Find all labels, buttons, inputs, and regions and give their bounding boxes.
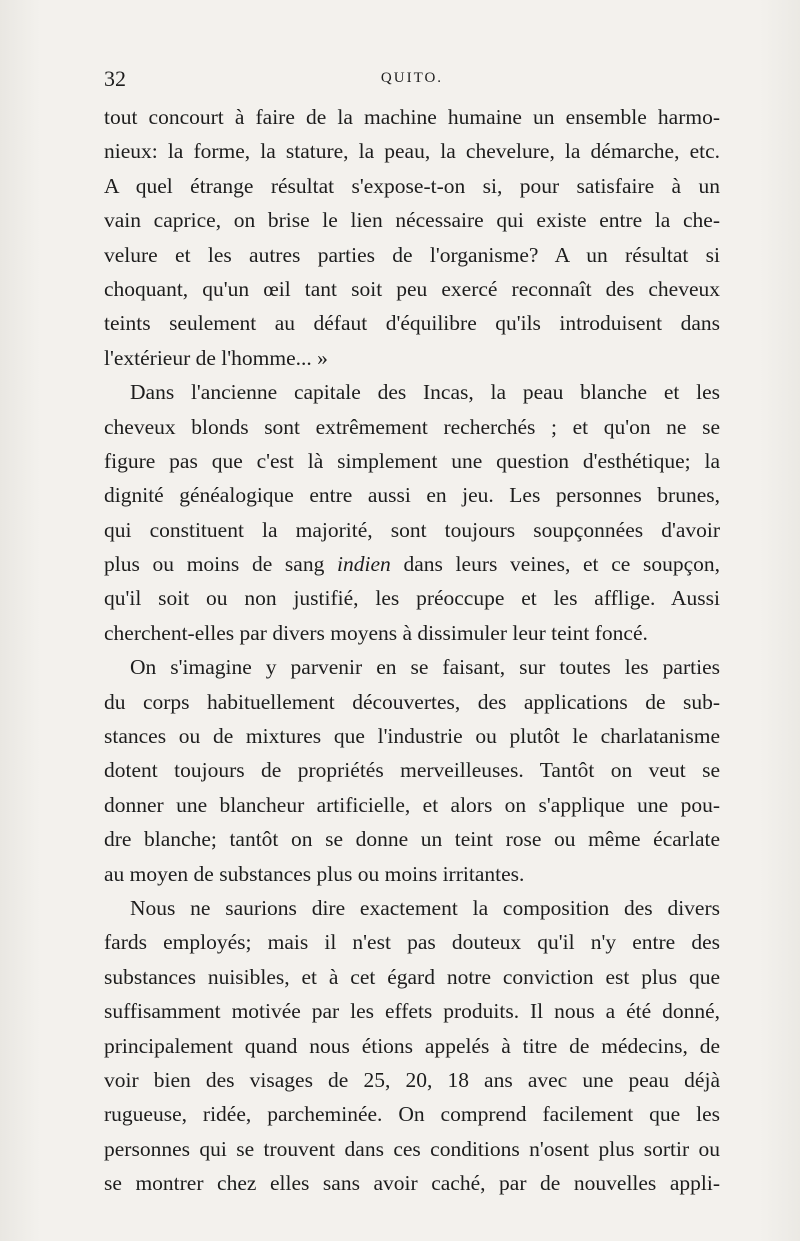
text-line: choquant, qu'un œil tant soit peu exercé reconnaît des cheveux <box>104 276 720 301</box>
body-text <box>104 100 720 1201</box>
text-line: l'extérieur de l'homme... » <box>104 345 328 370</box>
text-line: stances ou de mixtures que l'industrie ou plutôt le charlatanisme <box>104 724 720 749</box>
text-line: voir bien des visages de 25, 20, 18 ans avec une peau déjà <box>104 1067 720 1092</box>
text-line: dignité généalogique entre aussi en jeu. Les personnes brunes, <box>104 483 720 508</box>
italic-word: indien <box>337 552 391 577</box>
text-line: tout concourt à faire de la machine humaine un ensemble harmo- <box>104 105 720 129</box>
text-line: A quel étrange résultat s'expose-t-on si, pour satisfaire à un <box>104 173 720 198</box>
text-line: au moyen de substances plus ou moins irritantes. <box>104 861 525 886</box>
running-title: QUITO. <box>380 70 444 86</box>
page-header <box>104 66 720 96</box>
text-line: vain caprice, on brise le lien nécessaire qui existe entre la che- <box>104 208 720 233</box>
text-line: personnes qui se trouvent dans ces conditions n'osent plus sortir ou <box>104 1136 720 1161</box>
text-segment: dans leurs veines, et ce soupçon, <box>403 552 721 577</box>
text-line: velure et les autres parties de l'organisme? A un résultat si <box>104 242 720 267</box>
text-line: qu'il soit ou non justifié, les préoccupe et les afflige. Aussi <box>104 586 720 611</box>
text-line: Nous ne saurions dire exactement la composition des divers <box>130 895 720 920</box>
text-line: donner une blancheur artificielle, et alors on s'applique une pou- <box>104 792 720 817</box>
text-line: suffisamment motivée par les effets produits. Il nous a été donné, <box>104 999 720 1024</box>
text-line: qui constituent la majorité, sont toujours soupçonnées d'avoir <box>104 517 720 542</box>
text-line-with-italic <box>104 547 720 581</box>
text-segment: plus ou moins de sang <box>104 552 325 577</box>
text-line: du corps habituellement découvertes, des applications de sub- <box>104 689 720 714</box>
text-line: se montrer chez elles sans avoir caché, par de nouvelles appli- <box>104 1171 720 1196</box>
text-line: dotent toujours de propriétés merveilleuses. Tantôt on veut se <box>104 758 720 783</box>
text-line: principalement quand nous étions appelés à titre de médecins, de <box>104 1033 720 1058</box>
text-line: figure pas que c'est là simplement une question d'esthétique; la <box>104 448 720 473</box>
text-line: nieux: la forme, la stature, la peau, la chevelure, la démarche, etc. <box>104 139 720 164</box>
text-line: On s'imagine y parvenir en se faisant, sur toutes les parties <box>130 655 720 680</box>
text-line: teints seulement au défaut d'équilibre qu'ils introduisent dans <box>104 311 720 336</box>
text-line: fards employés; mais il n'est pas douteux qu'il n'y entre des <box>104 930 720 955</box>
text-line: Dans l'ancienne capitale des Incas, la peau blanche et les <box>130 380 720 405</box>
text-line: cherchent-elles par divers moyens à dissimuler leur teint foncé. <box>104 620 648 645</box>
text-line: cheveux blonds sont extrêmement recherchés ; et qu'on ne se <box>104 414 720 439</box>
text-line: dre blanche; tantôt on se donne un teint rose ou même écarlate <box>104 827 720 852</box>
page-number: 32 <box>104 66 126 91</box>
text-line: rugueuse, ridée, parcheminée. On comprend facilement que les <box>104 1102 720 1127</box>
text-line: substances nuisibles, et à cet égard notre conviction est plus que <box>104 964 720 989</box>
